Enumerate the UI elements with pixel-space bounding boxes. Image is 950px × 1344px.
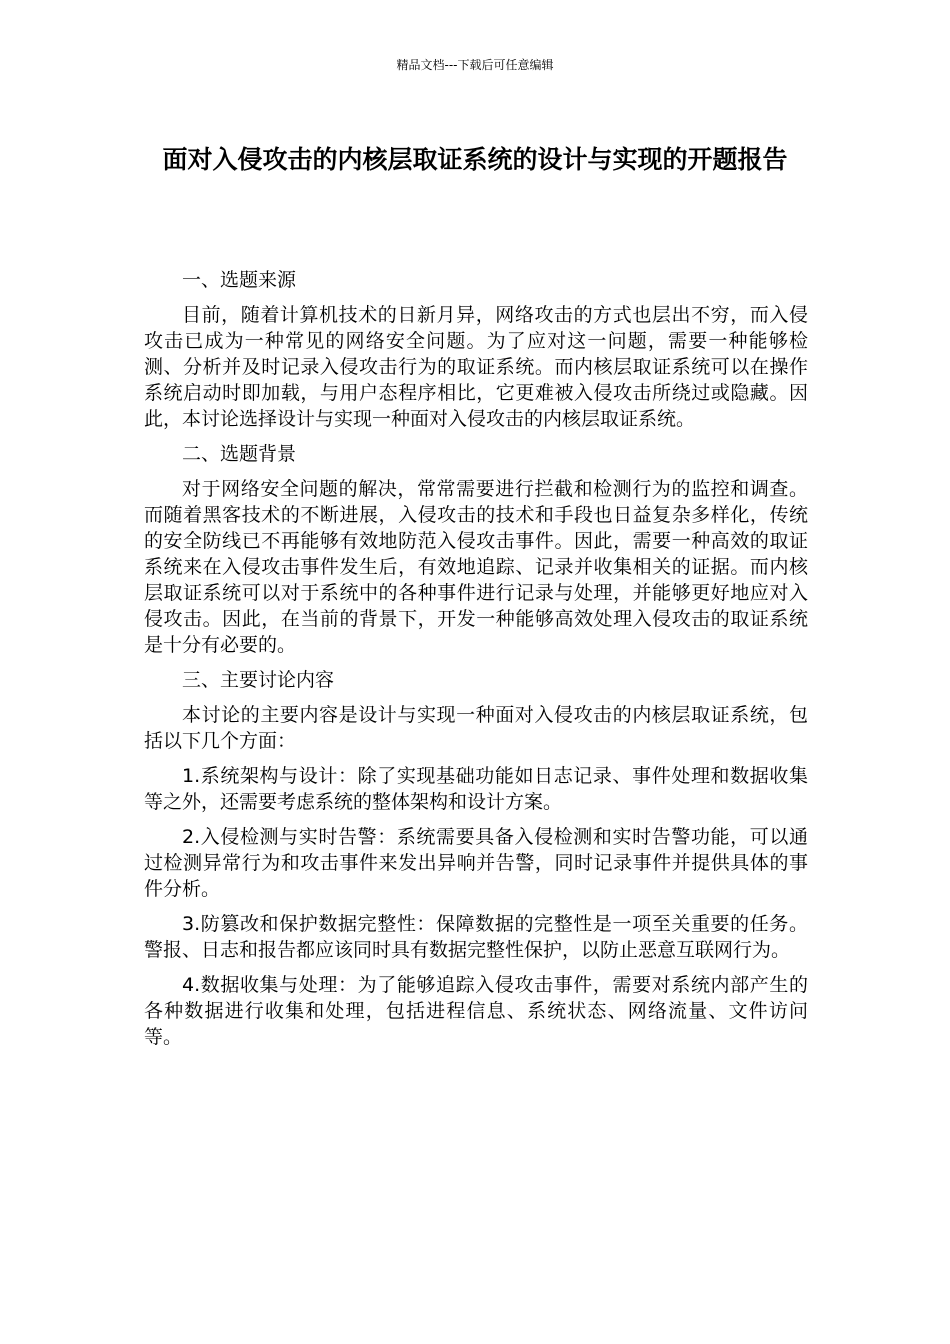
list-item: 4.数据收集与处理：为了能够追踪入侵攻击事件，需要对系统内部产生的各种数据进行收集和处理，包括进程信息、系统状态、网络流量、文件访问等。 <box>144 974 808 1048</box>
section-heading-background: 二、选题背景 <box>182 443 297 465</box>
list-item: 3.防篡改和保护数据完整性：保障数据的完整性是一项至关重要的任务。警报、日志和报告都应该同时具有数据完整性保护，以防止恶意互联网行为。 <box>144 913 808 961</box>
header-note: 精品文档---下载后可任意编辑 <box>396 58 554 72</box>
section-heading-content: 三、主要讨论内容 <box>182 669 335 691</box>
document-title: 面对入侵攻击的内核层取证系统的设计与实现的开题报告 <box>162 145 788 174</box>
section-heading-source: 一、选题来源 <box>182 269 297 291</box>
list-item: 2.入侵检测与实时告警：系统需要具备入侵检测和实时告警功能，可以通过检测异常行为和攻击事件来发出异响并告警，同时记录事件并提供具体的事件分析。 <box>144 826 808 900</box>
document-body <box>144 267 808 1059</box>
paragraph: 目前，随着计算机技术的日新月异，网络攻击的方式也层出不穷，而入侵攻击已成为一种常见的网络安全问题。为了应对这一问题，需要一种能够检测、分析并及时记录入侵攻击行为的取证系统。而内核层取证系统可以在操作系统启动时即加载，与用户态程序相比，它更难被入侵攻击所绕过或隐藏。因此，本讨论选择设计与实现一种面对入侵攻击的内核层取证系统。 <box>144 304 808 430</box>
list-item: 1.系统架构与设计：除了实现基础功能如日志记录、事件处理和数据收集等之外，还需要考虑系统的整体架构和设计方案。 <box>144 765 808 813</box>
paragraph: 本讨论的主要内容是设计与实现一种面对入侵攻击的内核层取证系统，包括以下几个方面： <box>144 704 808 752</box>
paragraph: 对于网络安全问题的解决，常常需要进行拦截和检测行为的监控和调查。而随着黑客技术的不断进展，入侵攻击的技术和手段也日益复杂多样化，传统的安全防线已不再能够有效地防范入侵攻击事件。因此，需要一种高效的取证系统来在入侵攻击事件发生后，有效地追踪、记录并收集相关的证据。而内核层取证系统可以对于系统中的各种事件进行记录与处理，并能够更好地应对入侵攻击。因此，在当前的背景下，开发一种能够高效处理入侵攻击的取证系统是十分有必要的。 <box>144 478 808 656</box>
